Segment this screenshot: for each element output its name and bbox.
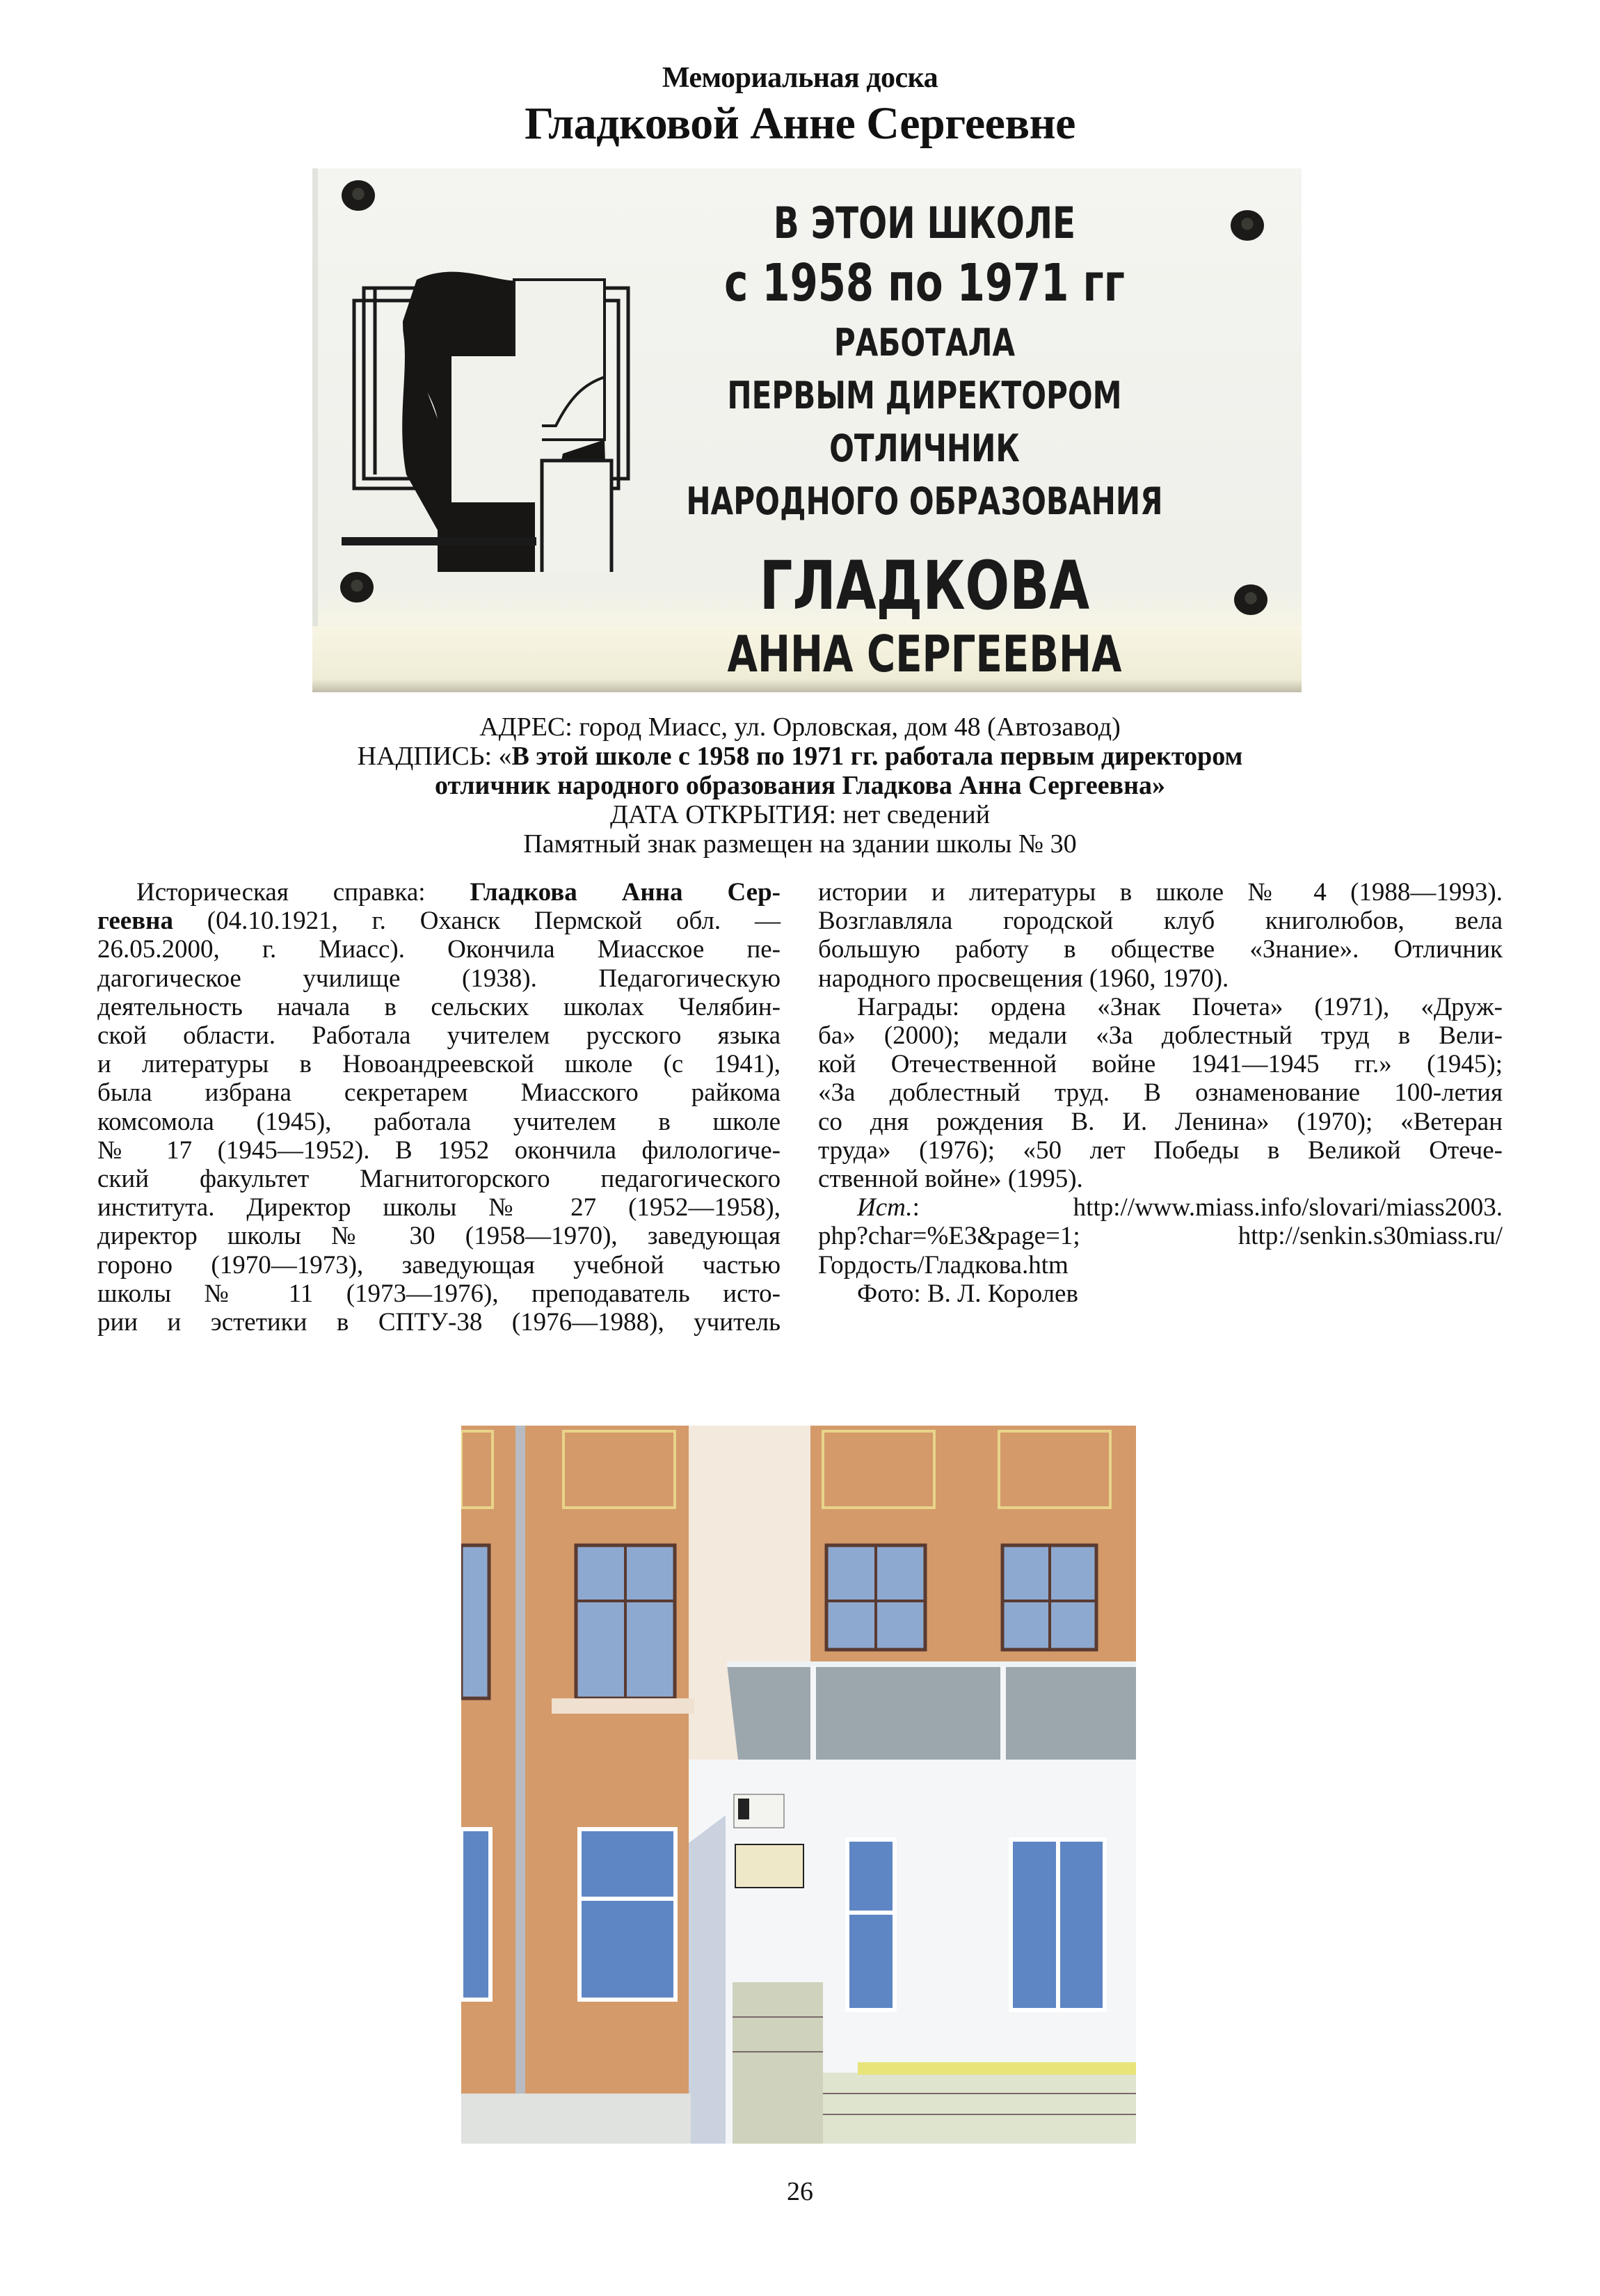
biography-left-column [97, 878, 781, 1337]
screw-icon [342, 180, 375, 211]
biography-line: гороно (1970—1973), заведующая учебной частью [97, 1250, 781, 1279]
biography-line: деятельность начала в сельских школах Челябин- [97, 992, 781, 1021]
biography-line: 26.05.2000, г. Миасс). Окончила Миасское пе- [97, 935, 781, 964]
biography-line: была избрана секретарем Миасского райкома [97, 1078, 781, 1108]
open-book-icon [333, 210, 646, 572]
biography-line: геевна (04.10.1921, г. Оханск Пермской обл. — [97, 907, 781, 936]
inscription-line-2: отличник народного образования Гладкова Анна Сергеевна» [435, 771, 1165, 800]
biography-line: рии и эстетики в СПТУ-38 (1976—1988), учитель [97, 1308, 781, 1337]
biography-line: директор школы № 30 (1958—1970), заведующая [97, 1222, 781, 1251]
page-title: Гладковой Анне Сергеевне [525, 98, 1075, 149]
building-photo [461, 1426, 1136, 2144]
awards-line: труда» (1976); «50 лет Победы в Великой Отече- [818, 1135, 1503, 1165]
opening-date-line: ДАТА ОТКРЫТИЯ: нет сведений [609, 800, 991, 829]
biography-line: и литературы в Новоандреевской школе (с 1941), [97, 1050, 781, 1079]
biography-line: № 17 (1945—1952). В 1952 окончила филологиче- [97, 1135, 781, 1165]
awards-line: Награды: ордена «Знак Почета» (1971), «Друж- [857, 992, 1503, 1021]
sources-line-1: Ист.: http://www.miass.info/slovari/miass2003. [857, 1193, 1503, 1222]
awards-line: со дня рождения В. И. Ленина» (1970); «Ветеран [818, 1107, 1503, 1136]
page-number: 26 [787, 2177, 813, 2206]
inscription-line-1: НАДПИСЬ: «В этой школе с 1958 по 1971 гг. работала первым директором [357, 742, 1243, 771]
plaque-inscription: В ЭТОИ ШКОЛЕ с 1958 по 1971 гг РАБОТАЛА ПЕРВЫМ ДИРЕКТОРОМ ОТЛИЧНИК НАРОДНОГО ОБРАЗОВАНИЯ ГЛАДКОВА АННА СЕРГЕЕВНА [686, 198, 1163, 683]
address-line: АДРЕС: город Миасс, ул. Орловская, дом 48 (Автозавод) [479, 712, 1121, 742]
sources-line-3: Гордость/Гладкова.htm [818, 1250, 1069, 1279]
awards-line: народного просвещения (1960, 1970). [818, 964, 1229, 993]
awards-line: Возглавляла городской клуб книголюбов, вела [818, 907, 1503, 936]
awards-line: большую работу в обществе «Знание». Отличник [818, 935, 1503, 964]
awards-line: ба» (2000); медали «За доблестный труд в Вели- [818, 1021, 1503, 1051]
biography-line: Историческая справка: Гладкова Анна Сер- [136, 878, 781, 907]
biography-line: ский факультет Магнитогорского педагогического [97, 1165, 781, 1194]
screw-icon [1234, 584, 1267, 615]
plaque-photo [312, 168, 1302, 692]
screw-icon [340, 572, 374, 603]
awards-line: ственной войне» (1995). [818, 1165, 1083, 1194]
page-subtitle: Мемориальная доска [662, 62, 938, 94]
photo-credit: Фото: В. Л. Королев [857, 1279, 1078, 1308]
awards-line: «За доблестный труд. В ознаменование 100-летия [818, 1078, 1503, 1108]
school-building-image [461, 1426, 1136, 2144]
screw-icon [1231, 210, 1264, 241]
biography-line: института. Директор школы № 27 (1952—1958), [97, 1193, 781, 1222]
location-note: Памятный знак размещен на здании школы № 30 [523, 829, 1077, 859]
awards-text [818, 878, 1503, 1193]
biography-line: комсомола (1945), работала учителем в школе [97, 1107, 781, 1136]
biography-line: ской области. Работала учителем русского языка [97, 1021, 781, 1051]
biography-line: дагогическое училище (1938). Педагогическую [97, 964, 781, 993]
sources-line-2: php?char=%E3&page=1; http://senkin.s30miass.ru/ [818, 1222, 1503, 1251]
biography-line: школы № 11 (1973—1976), преподаватель исто- [97, 1279, 781, 1308]
awards-line: кой Отечественной войне 1941—1945 гг.» (1945); [818, 1050, 1503, 1079]
biography-right-column [818, 878, 1503, 1308]
awards-line: истории и литературы в школе № 4 (1988—1993). [818, 878, 1503, 907]
